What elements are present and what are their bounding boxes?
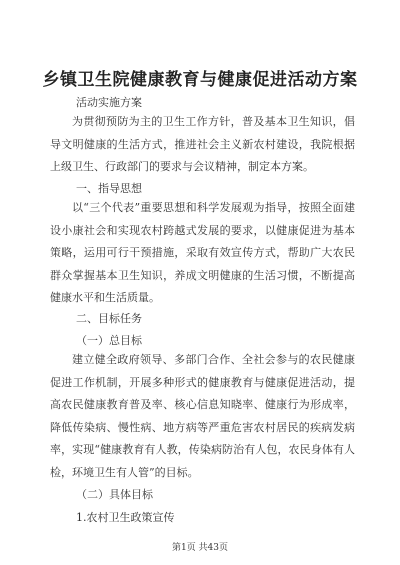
- section-heading-guiding-ideology: 一、指导思想: [76, 182, 142, 195]
- page-indicator: 第1页 共43页: [171, 543, 229, 553]
- subsection-heading-specific-goals: （二）具体目标: [76, 488, 153, 501]
- subsection-heading-overall-goal: （一）总目标: [76, 334, 142, 347]
- document-title: 乡镇卫生院健康教育与健康促进活动方案: [42, 70, 358, 90]
- subtitle: 活动实施方案: [76, 96, 142, 109]
- list-item-rural-health-policy: 1.农村卫生政策宣传: [76, 511, 175, 524]
- guiding-ideology-paragraph: 以“三个代表”重要思想和科学发展观为指导，按照全面建设小康社会和实现农村跨越式发展的要求，以健康促进为基本策略，运用可行干预措施，采取有效宣传方式，帮助广大农民群众掌握基本卫生知识，养成文明健康的生活习惯，不断提高健康水平和生活质量。: [50, 201, 355, 305]
- overall-goal-paragraph: 建立健全政府领导、多部门合作、全社会参与的农民健康促进工作机制，开展多种形式的健康教育与健康促进活动，提高农民健康教育普及率、核心信息知晓率、健康行为形成率，降低传染病、慢性病、地方病等严重危害农村居民的疾病发病率，实现“健康教育有人教，传染病防治有人包，农民身体有人检，环境卫生有人管”的目标。: [50, 353, 355, 479]
- intro-paragraph: 为贯彻预防为主的卫生工作方针，普及基本卫生知识，倡导文明健康的生活方式，推进社会主义新农村建设，我院根据上级卫生、行政部门的要求与会议精神，制定本方案。: [50, 115, 355, 174]
- section-heading-goals: 二、目标任务: [76, 312, 142, 325]
